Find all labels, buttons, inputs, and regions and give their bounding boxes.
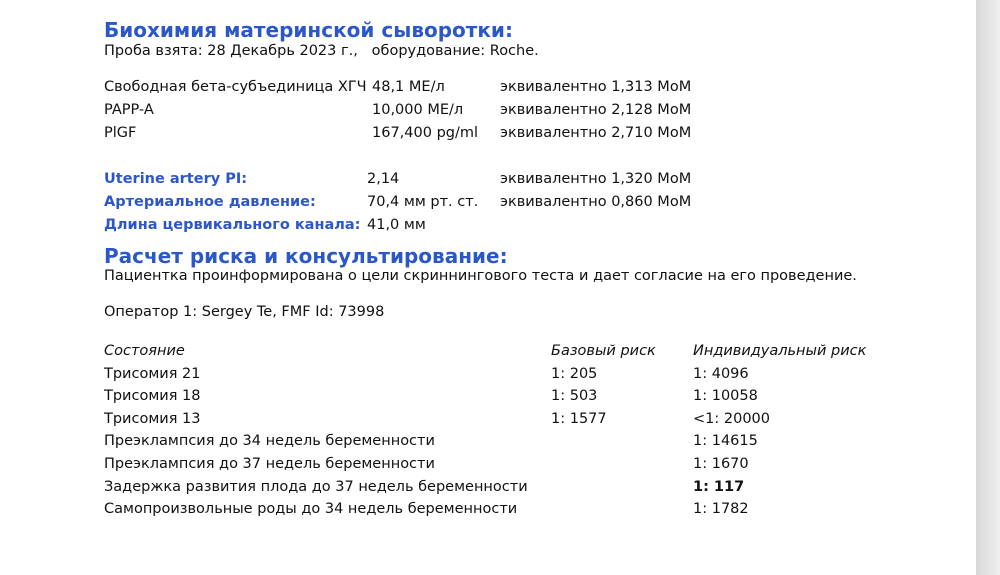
marker-value: 167,400 pg/ml bbox=[372, 125, 479, 141]
page-edge-shadow bbox=[976, 0, 1000, 575]
risk-individual: 1: 1670 bbox=[693, 456, 749, 472]
risk-condition: Задержка развития плода до 37 недель беременности bbox=[104, 479, 528, 495]
marker-value: 10,000 МЕ/л bbox=[372, 102, 464, 118]
operator-line: Оператор 1: Sergey Te, FMF Id: 73998 bbox=[104, 304, 385, 320]
risk-condition: Самопроизвольные роды до 34 недель беременности bbox=[104, 501, 518, 517]
biophysical-mom: эквивалентно 1,320 MoM bbox=[500, 171, 692, 187]
risk-condition: Преэклампсия до 37 недель беременности bbox=[104, 456, 435, 472]
risk-section-title: Расчет риска и консультирование: bbox=[104, 244, 508, 268]
marker-value: 48,1 МЕ/л bbox=[372, 79, 445, 95]
consent-text: Пациентка проинформирована о цели скриннингового теста и дает согласие на его проведение. bbox=[104, 268, 857, 284]
marker-name: Свободная бета-субъединица ХГЧ bbox=[104, 79, 367, 95]
serum-section-title: Биохимия материнской сыворотки: bbox=[104, 18, 513, 42]
biophysical-mom: эквивалентно 0,860 MoM bbox=[500, 194, 692, 210]
col-header-base-risk: Базовый риск bbox=[551, 343, 656, 359]
marker-name: PAPP-A bbox=[104, 102, 154, 118]
risk-condition: Трисомия 21 bbox=[104, 366, 201, 382]
biophysical-value: 2,14 bbox=[367, 171, 400, 187]
risk-condition: Преэклампсия до 34 недель беременности bbox=[104, 433, 435, 449]
risk-condition: Трисомия 18 bbox=[104, 388, 201, 404]
risk-base: 1: 1577 bbox=[551, 411, 607, 427]
risk-individual: 1: 4096 bbox=[693, 366, 749, 382]
risk-individual: 1: 1782 bbox=[693, 501, 749, 517]
biophysical-value: 70,4 мм рт. ст. bbox=[367, 194, 479, 210]
col-header-condition: Состояние bbox=[104, 343, 185, 359]
risk-individual-highlight: 1: 117 bbox=[693, 479, 745, 495]
risk-individual: 1: 14615 bbox=[693, 433, 758, 449]
marker-mom: эквивалентно 2,710 MoM bbox=[500, 125, 692, 141]
biophysical-value: 41,0 мм bbox=[367, 217, 426, 233]
biophysical-label: Uterine artery PI: bbox=[104, 171, 248, 187]
biophysical-label: Артериальное давление: bbox=[104, 194, 316, 210]
col-header-individual-risk: Индивидуальный риск bbox=[693, 343, 867, 359]
risk-condition: Трисомия 13 bbox=[104, 411, 201, 427]
marker-mom: эквивалентно 1,313 MoM bbox=[500, 79, 692, 95]
marker-mom: эквивалентно 2,128 MoM bbox=[500, 102, 692, 118]
risk-individual: <1: 20000 bbox=[693, 411, 770, 427]
marker-name: PlGF bbox=[104, 125, 137, 141]
risk-individual: 1: 10058 bbox=[693, 388, 758, 404]
risk-base: 1: 503 bbox=[551, 388, 598, 404]
risk-base: 1: 205 bbox=[551, 366, 598, 382]
biophysical-label: Длина цервикального канала: bbox=[104, 217, 361, 233]
sample-info: Проба взята: 28 Декабрь 2023 г., оборудование: Roche. bbox=[104, 43, 539, 59]
